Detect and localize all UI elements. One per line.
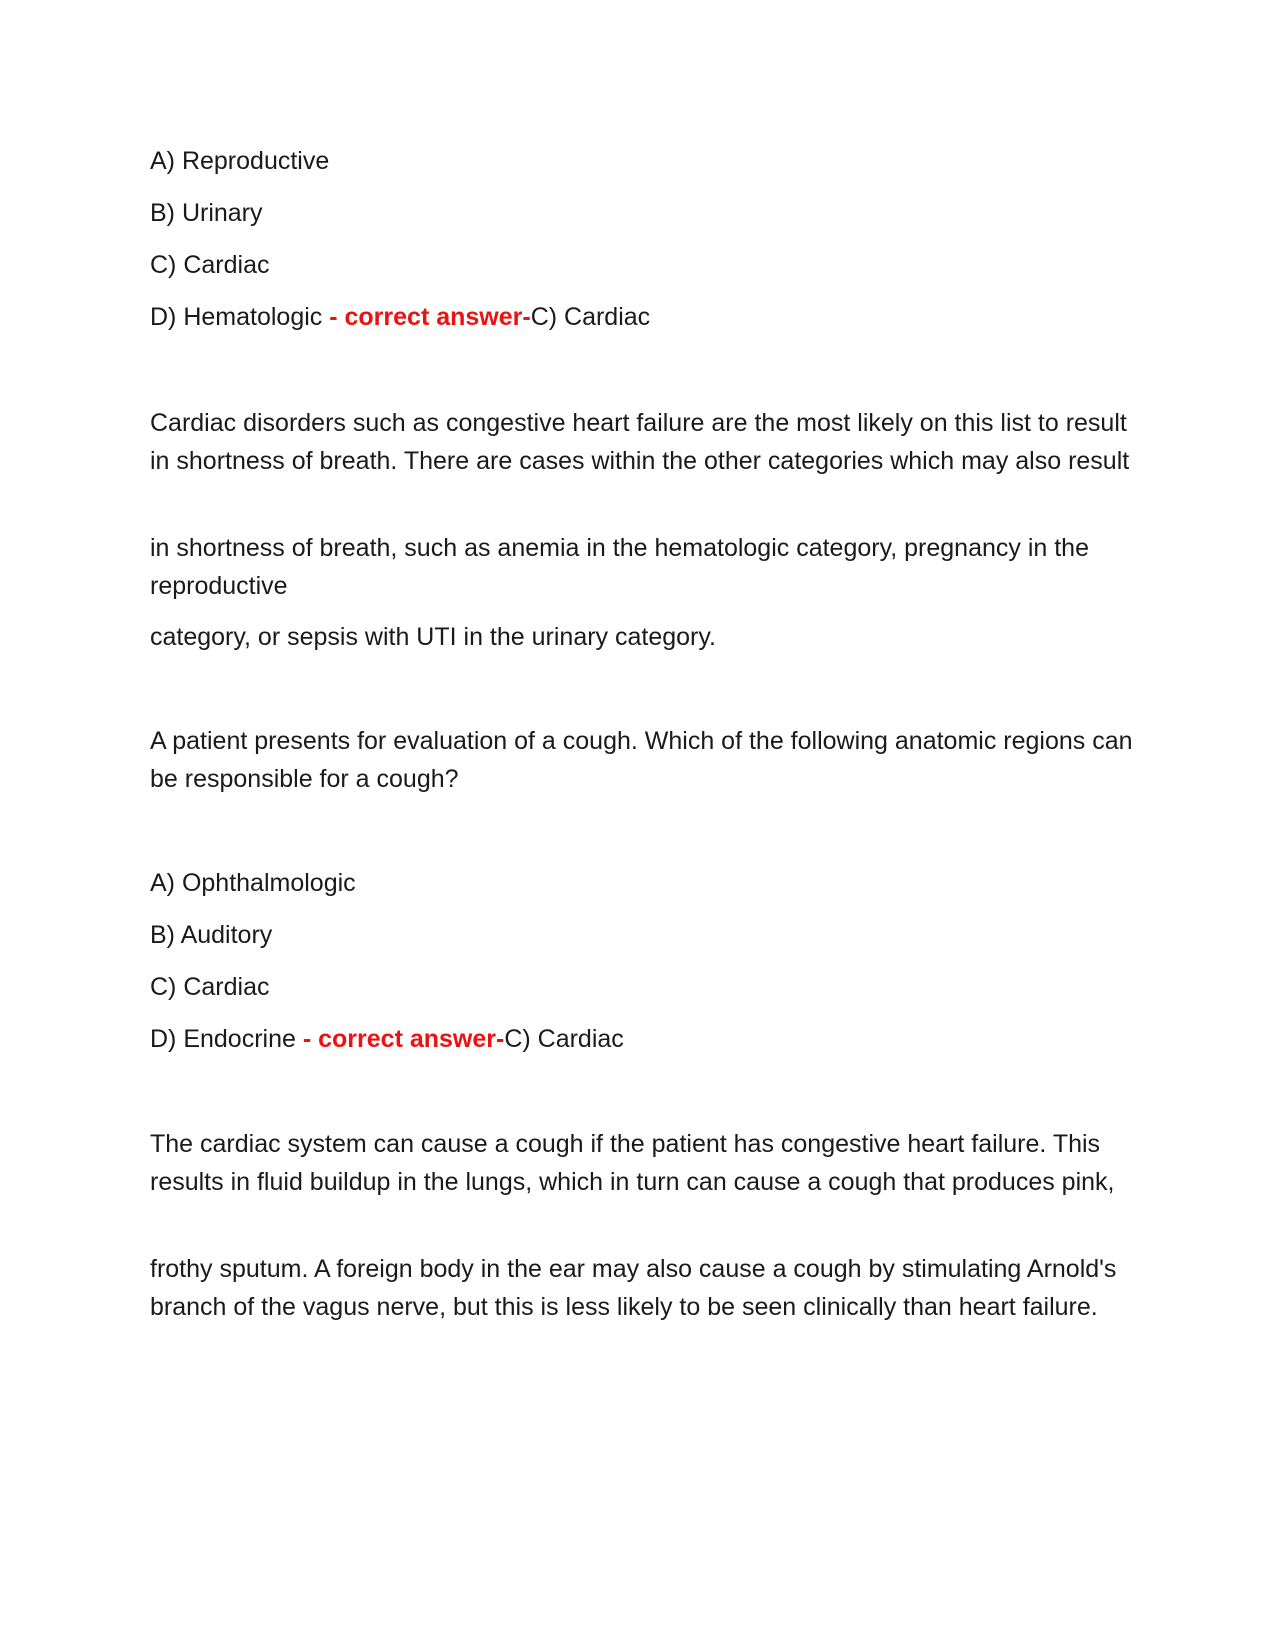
q2-option-d: D) Endocrine xyxy=(150,1025,296,1053)
q1-option-c: C) Cardiac xyxy=(150,251,270,279)
q1-option-d: D) Hematologic xyxy=(150,303,323,331)
q2-question: A patient presents for evaluation of a cough. Which of the following anatomic regions can be responsible for a cough? xyxy=(150,727,1133,793)
q2-option-c: C) Cardiac xyxy=(150,973,270,1001)
q1-option-b: B) Urinary xyxy=(150,199,263,227)
q2-answer-marker: - correct answer- xyxy=(295,1025,505,1053)
q2-explanation-1: The cardiac system can cause a cough if the patient has congestive heart failure. This results in fluid buildup in the lungs, which in turn can cause a cough that produces pink, xyxy=(150,1130,1115,1196)
q2-answer-value: C) Cardiac xyxy=(504,1025,624,1053)
q1-answer-marker: - correct answer- xyxy=(322,303,531,331)
q1-explanation-2: in shortness of breath, such as anemia in the hematologic category, pregnancy in the reproductive xyxy=(150,534,1089,600)
q2-option-a: A) Ophthalmologic xyxy=(150,869,356,897)
q1-explanation-3: category, or sepsis with UTI in the urinary category. xyxy=(150,623,716,651)
q2-option-d-with-answer xyxy=(150,1020,624,1058)
q2-explanation-2: frothy sputum. A foreign body in the ear may also cause a cough by stimulating Arnold's branch of the vagus nerve, but this is less likely to be seen clinically than heart failure. xyxy=(150,1255,1117,1321)
q1-option-d-with-answer xyxy=(150,298,650,336)
q1-option-a: A) Reproductive xyxy=(150,147,330,175)
q1-explanation-1: Cardiac disorders such as congestive heart failure are the most likely on this list to result in shortness of breath. There are cases within the other categories which may also result xyxy=(150,409,1130,475)
q2-option-b: B) Auditory xyxy=(150,921,273,949)
q1-answer-value: C) Cardiac xyxy=(530,303,651,331)
